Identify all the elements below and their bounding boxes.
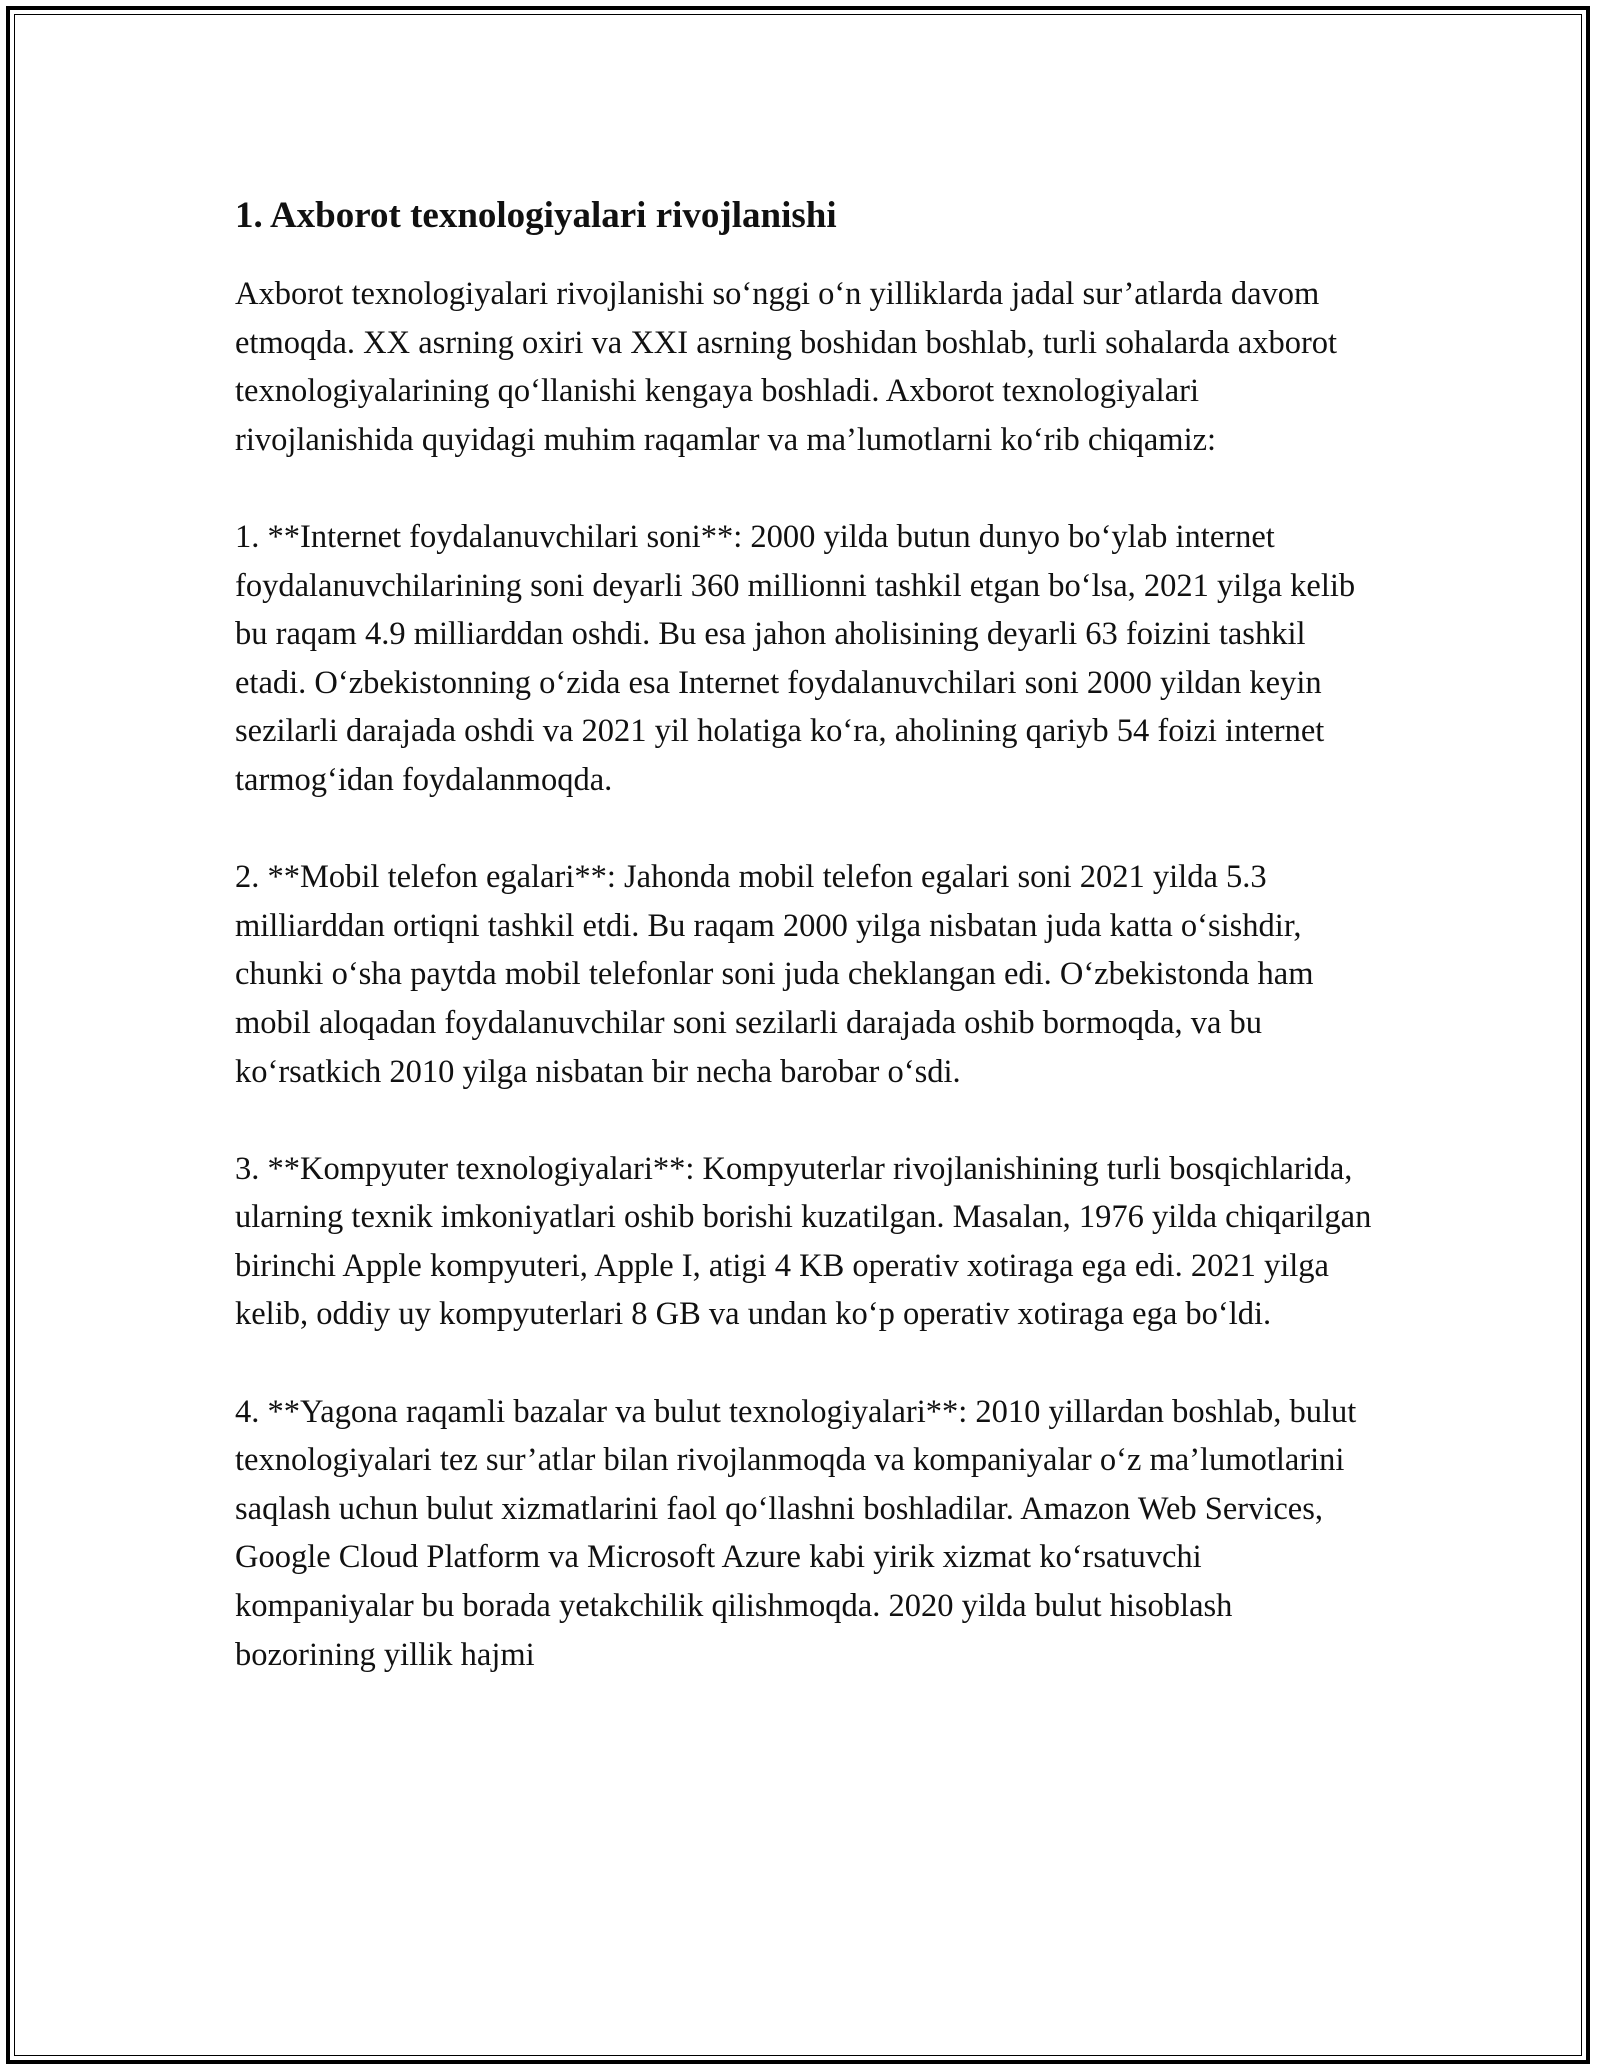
intro-paragraph: Axborot texnologiyalari rivojlanishi so‘nggi o‘n yilliklarda jadal sur’atlarda davom etmoqda. XX asrning oxiri va XXI asrning boshidan boshlab, turli sohalarda axborot texnologiyalarining qo‘llanishi kengaya boshladi. Axborot texnologiyalari rivojlanishida quyidagi muhim raqamlar va ma’lumotlarni ko‘rib chiqamiz: — [235, 276, 1338, 458]
internet-users-paragraph: 1. **Internet foydalanuvchilari soni**: 2000 yilda butun dunyo bo‘ylab internet foydalanuvchilarining soni deyarli 360 millionni tashkil etgan bo‘lsa, 2021 yilga kelib bu raqam 4.9 milliarddan oshdi. Bu esa jahon aholisining deyarli 63 foizini tashkil etadi. O‘zbekistonning o‘zida esa Internet foydalanuvchilari soni 2000 yildan keyin sezilarli darajada oshdi va 2021 yil holatiga ko‘ra, aholining qariyb 54 foizi internet tarmog‘idan foydalanmoqda. — [235, 518, 1356, 798]
document-title: 1. Axborot texnologiyalari rivojlanishi — [235, 195, 837, 236]
mobile-owners-paragraph: 2. **Mobil telefon egalari**: Jahonda mobil telefon egalari soni 2021 yilda 5.3 milliarddan ortiqni tashkil etdi. Bu raqam 2000 yilga nisbatan juda katta o‘sishdir, chunki o‘sha paytda mobil telefonlar soni juda cheklangan edi. O‘zbekistonda ham mobil aloqadan foydalanuvchilar soni sezilarli darajada oshib bormoqda, va bu ko‘rsatkich 2010 yilga nisbatan bir necha barobar o‘sdi. — [235, 859, 1314, 1090]
document-body — [235, 188, 1375, 1679]
cloud-tech-paragraph: 4. **Yagona raqamli bazalar va bulut texnologiyalari**: 2010 yillardan boshlab, bulut texnologiyalari tez sur’atlar bilan rivojlanmoqda va kompaniyalar o‘z ma’lumotlarini saqlash uchun bulut xizmatlarini faol qo‘llashni boshladilar. Amazon Web Services, Google Cloud Platform va Microsoft Azure kabi yirik xizmat ko‘rsatuvchi kompaniyalar bu borada yetakchilik qilishmoqda. 2020 yilda bulut hisoblash bozorining yillik hajmi — [235, 1393, 1357, 1673]
computer-tech-paragraph: 3. **Kompyuter texnologiyalari**: Kompyuterlar rivojlanishining turli bosqichlarida, ularning texnik imkoniyatlari oshib borishi kuzatilgan. Masalan, 1976 yilda chiqarilgan birinchi Apple kompyuteri, Apple I, atigi 4 KB operativ xotiraga ega edi. 2021 yilga kelib, oddiy uy kompyuterlari 8 GB va undan ko‘p operativ xotiraga ega bo‘ldi. — [235, 1150, 1372, 1333]
